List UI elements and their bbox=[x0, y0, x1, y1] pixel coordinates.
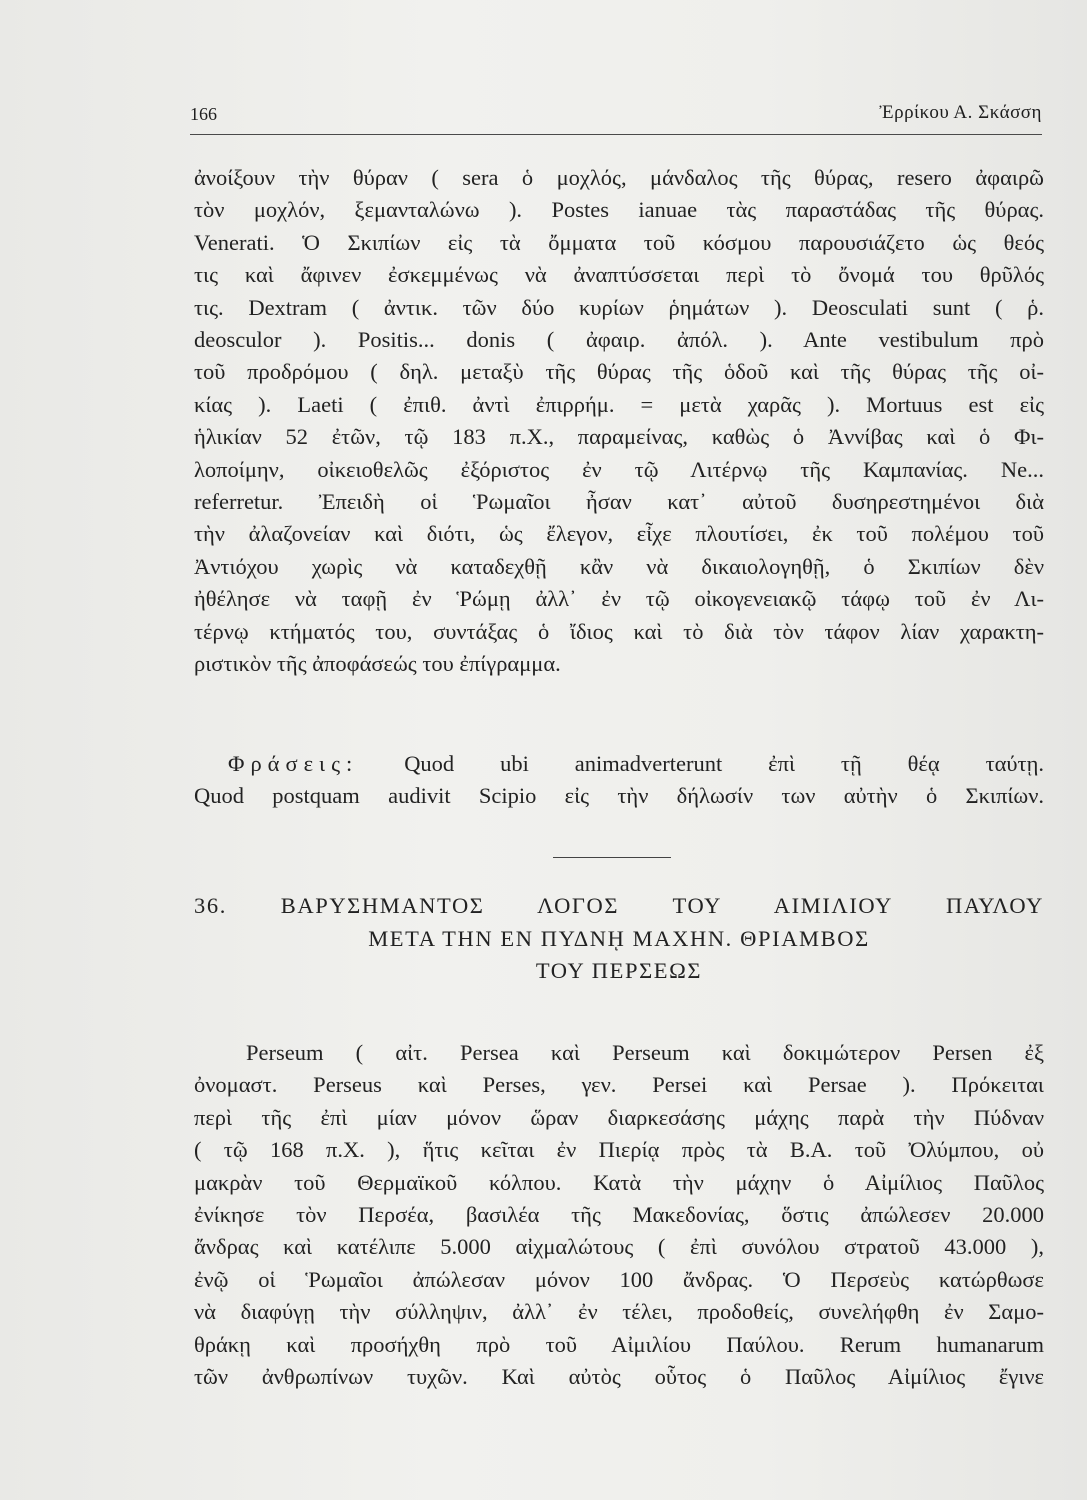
heading-line: 36. ΒΑΡΥΣΗΜΑΝΤΟΣ ΛΟΓΟΣ ΤΟΥ ΑΙΜΙΛΙΟΥ ΠΑΥΛΟΥ bbox=[194, 893, 1044, 918]
phrases-label: Φράσεις: bbox=[228, 751, 359, 776]
heading-line: ΤΟΥ ΠΕΡΣΕΩΣ bbox=[535, 958, 703, 983]
text-line: ἀνοίξουν τὴν θύραν ( sera ὁ μοχλός, μάνδαλος τῆς θύρας, resero ἀφαιρῶ bbox=[194, 165, 1044, 190]
text-line: τις. Dextram ( ἀντικ. τῶν δύο κυρίων ῥημάτων ). Deosculati sunt ( ῥ. bbox=[194, 294, 1044, 320]
text-line: θράκῃ καὶ προσήχθη πρὸ τοῦ Αἰμιλίου Παύλου. Rerum humanarum bbox=[194, 1331, 1044, 1357]
text-line: τὴν ἀλαζονείαν καὶ διότι, ὡς ἔλεγον, εἶχε πλουτίσει, ἐκ τοῦ πολέμου τοῦ bbox=[194, 521, 1044, 547]
text-line: ριστικὸν τῆς ἀποφάσεώς του ἐπίγραμμα. bbox=[194, 651, 561, 677]
text-line: Ἀντιόχου χωρὶς νὰ καταδεχθῇ κἂν νὰ δικαιολογηθῇ, ὁ Σκιπίων δὲν bbox=[194, 553, 1044, 579]
text-line: νὰ διαφύγῃ τὴν σύλληψιν, ἀλλ᾽ ἐν τέλει, προδοθείς, συνελήφθη ἐν Σαμο- bbox=[194, 1299, 1044, 1325]
text-line: κίας ). Laeti ( ἐπιθ. ἀντὶ ἐπιρρήμ. = μετὰ χαρᾶς ). Mortuus est εἰς bbox=[194, 391, 1044, 417]
text-line: ἄνδρας καὶ κατέλιπε 5.000 αἰχμαλώτους ( ἐπὶ συνόλου στρατοῦ 43.000 ), bbox=[194, 1234, 1044, 1260]
commentary-paragraph bbox=[194, 1037, 1044, 1393]
text-line: λοποίμην, οἰκειοθελῶς ἐξόριστος ἐν τῷ Λιτέρνῳ τῆς Καμπανίας. Ne... bbox=[194, 456, 1044, 482]
text-line: Perseum ( αἰτ. Persea καὶ Perseum καὶ δοκιμώτερον Persen ἐξ bbox=[246, 1040, 1044, 1065]
page-number: 166 bbox=[190, 104, 217, 124]
text-line: τις καὶ ἄφινεν ἐσκεμμένως νὰ ἀναπτύσσεται περὶ τὸ ὄνομά του θρῦλός bbox=[194, 262, 1044, 288]
phrases-line: Quod postquam audivit Scipio εἰς τὴν δήλωσίν των αὐτὴν ὁ Σκιπίων. bbox=[194, 783, 1044, 809]
text-line: τέρνῳ κτήματός του, συντάξας ὁ ἴδιος καὶ τὸ διὰ τὸν τάφον λίαν χαρακτη- bbox=[194, 618, 1044, 644]
text-line: deosculor ). Positis... donis ( ἀφαιρ. ἀπόλ. ). Ante vestibulum πρὸ bbox=[194, 327, 1044, 353]
text-line: τοῦ προδρόμου ( δηλ. μεταξὺ τῆς θύρας τῆς ὁδοῦ καὶ τῆς θύρας τῆς οἰ- bbox=[194, 359, 1044, 385]
heading-line: ΜΕΤΑ ΤΗΝ ΕΝ ΠΥΔΝῌ ΜΑΧΗΝ. ΘΡΙΑΜΒΟΣ bbox=[368, 925, 870, 951]
phrases-block bbox=[194, 748, 1044, 813]
section-heading bbox=[194, 890, 1044, 988]
section-divider bbox=[553, 857, 671, 858]
text-line: περὶ τῆς ἐπὶ μίαν μόνον ὥραν διαρκεσάσης μάχης παρὰ τὴν Πύδναν bbox=[194, 1104, 1044, 1130]
running-head: Ἐρρίκου Α. Σκάσση bbox=[879, 102, 1042, 123]
text-line: μακρὰν τοῦ Θερμαϊκοῦ κόλπου. Κατὰ τὴν μάχην ὁ Αἰμίλιος Παῦλος bbox=[194, 1169, 1044, 1195]
text-line: referretur. Ἐπειδὴ οἱ Ῥωμαῖοι ἦσαν κατ᾽ αὐτοῦ δυσηρεστημένοι διὰ bbox=[194, 489, 1044, 515]
phrases-text: Quod ubi animadverterunt ἐπὶ τῇ θέᾳ ταύτῃ. bbox=[404, 751, 1044, 776]
text-line: ἠθέλησε νὰ ταφῇ ἐν Ῥώμῃ ἀλλ᾽ ἐν τῷ οἰκογενειακῷ τάφῳ τοῦ ἐν Λι- bbox=[194, 586, 1044, 612]
page-header bbox=[190, 98, 1042, 135]
text-line: ἐνῷ οἱ Ῥωμαῖοι ἀπώλεσαν μόνον 100 ἄνδρας. Ὁ Περσεὺς κατώρθωσε bbox=[194, 1266, 1044, 1292]
text-line: τὸν μοχλόν, ξεμανταλώνω ). Postes ianuae τὰς παραστάδας τῆς θύρας. bbox=[194, 197, 1044, 223]
text-line: τῶν ἀνθρωπίνων τυχῶν. Καὶ αὐτὸς οὗτος ὁ Παῦλος Αἰμίλιος ἔγινε bbox=[194, 1364, 1044, 1390]
text-line: ἡλικίαν 52 ἐτῶν, τῷ 183 π.Χ., παραμείνας, καθὼς ὁ Ἀννίβας καὶ ὁ Φι- bbox=[194, 424, 1044, 450]
text-line: ἐνίκησε τὸν Περσέα, βασιλέα τῆς Μακεδονίας, ὅστις ἀπώλεσεν 20.000 bbox=[194, 1202, 1044, 1228]
text-line: ( τῷ 168 π.Χ. ), ἥτις κεῖται ἐν Πιερίᾳ πρὸς τὰ Β.Α. τοῦ Ὀλύμπου, οὐ bbox=[194, 1137, 1044, 1163]
commentary-paragraph bbox=[194, 162, 1044, 681]
text-line: Venerati. Ὁ Σκιπίων εἰς τὰ ὄμματα τοῦ κόσμου παρουσιάζετο ὡς θεός bbox=[194, 229, 1044, 255]
text-line: ὀνομαστ. Perseus καὶ Perses, γεν. Persei καὶ Persae ). Πρόκειται bbox=[194, 1072, 1044, 1098]
phrases-line bbox=[194, 748, 1044, 780]
